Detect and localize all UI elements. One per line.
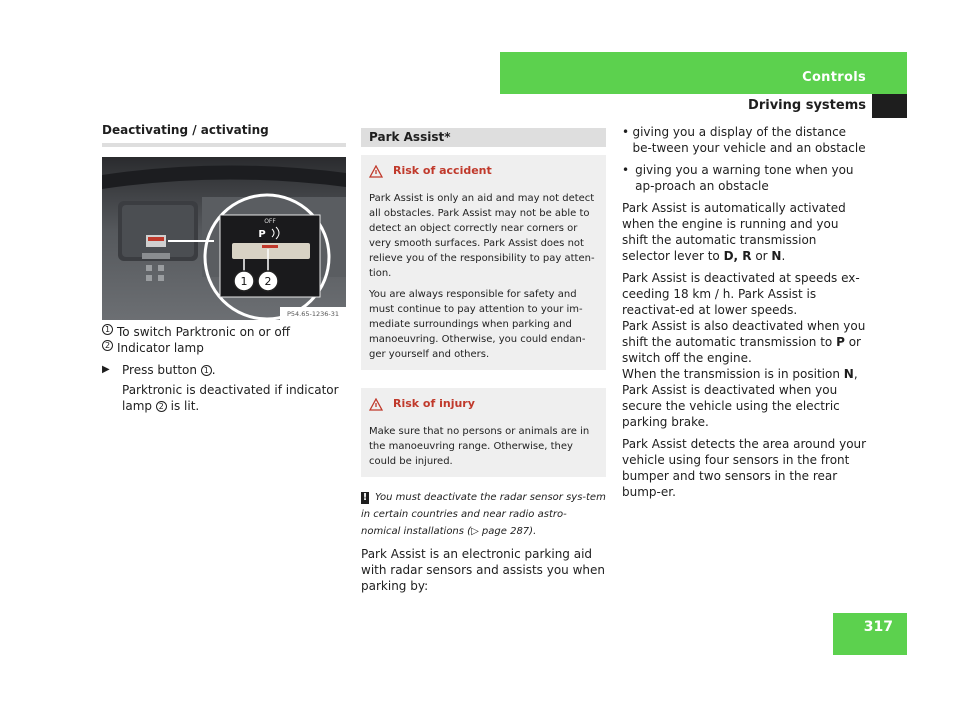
parktronic-button-photo xyxy=(102,157,346,320)
bullet-icon: • xyxy=(622,163,630,177)
note-text: You must deactivate the radar sensor sys-tem in certain countries and near radio astro-nomical installations (▷ page 287). xyxy=(361,492,606,537)
step-text: Press button 1 . xyxy=(122,363,216,377)
legend-number: 2 xyxy=(102,340,113,351)
callout-2: 2 xyxy=(264,275,272,288)
heading-rule xyxy=(102,143,346,147)
legend-text: Indicator lamp xyxy=(117,341,204,355)
subsection-title: Driving systems xyxy=(748,98,866,113)
para-auto-activation: Park Assist is automatically activated when the engine is running and you shift the automatic transmission selector lever to D, R or N. xyxy=(622,201,846,263)
section-marker xyxy=(872,94,907,118)
bullet-item xyxy=(622,162,868,194)
warning-title: Risk of accident xyxy=(393,164,492,177)
warning-text: Make sure that no persons or animals are in the manoeuvring range. Otherwise, they could be injured. xyxy=(369,426,590,467)
legend-text: To switch Parktronic on or off xyxy=(117,325,291,339)
callout-1: 1 xyxy=(240,275,248,288)
legend-number: 1 xyxy=(102,324,113,335)
heading-deactivating: Deactivating / activating xyxy=(102,123,269,137)
warning-text: Park Assist is only an aid and may not detect all obstacles. Park Assist may not be able to detect an object correctly near corners or very smooth surfaces. Park Assist does not relieve you of the responsibility to pay atten-tion. xyxy=(369,193,595,279)
section-title: Controls xyxy=(802,70,866,85)
instruction-step xyxy=(102,362,346,378)
column-deactivating xyxy=(102,122,346,414)
page-number-tab xyxy=(833,613,907,655)
note-radar xyxy=(361,489,606,540)
parking-symbol: P xyxy=(258,229,266,240)
para-position-n: When the transmission is in position N, Park Assist is deactivated when you secure the vehicle using the electric parking brake. xyxy=(622,367,858,429)
warning-injury xyxy=(361,388,606,477)
bullet-text: giving you a display of the distance be-tween your vehicle and an obstacle xyxy=(632,125,866,155)
warning-triangle-icon xyxy=(369,398,383,411)
warning-text: You are always responsible for safety and must continue to pay attention to your im-mediate surroundings when parking and manoeuvring. Otherwise, you could endan-ger yourself and others. xyxy=(369,289,586,360)
legend xyxy=(102,324,346,356)
warning-accident xyxy=(361,155,606,370)
warning-triangle-icon xyxy=(369,165,383,178)
column-park-assist-cont xyxy=(622,124,868,500)
page-number: 317 xyxy=(863,619,893,635)
column-park-assist xyxy=(361,128,606,594)
park-assist-title: Park Assist* xyxy=(361,128,606,147)
step-result: Parktronic is deactivated if indicator lamp 2 is lit. xyxy=(122,383,339,413)
para-sensors: Park Assist detects the area around your vehicle using four sensors in the front bumper and two sensors in the rear bump-er. xyxy=(622,437,867,499)
warning-title: Risk of injury xyxy=(393,397,475,410)
bullet-item xyxy=(622,124,868,156)
park-assist-intro: Park Assist is an electronic parking aid with radar sensors and assists you when parking by: xyxy=(361,547,605,593)
note-icon: ! xyxy=(362,492,368,503)
para-deactivation: Park Assist is also deactivated when you shift the automatic transmission to P or switch off the engine. xyxy=(622,319,866,365)
photo-ref-code: P54.65-1236-31 xyxy=(286,310,340,318)
para-speed: Park Assist is deactivated at speeds ex-ceeding 18 km / h. Park Assist is reactivat-ed at lower speeds. xyxy=(622,271,860,317)
step-arrow-icon: ▶ xyxy=(102,364,110,375)
legend-item xyxy=(102,324,346,340)
legend-item xyxy=(102,340,346,356)
dashboard-illustration xyxy=(102,157,346,320)
bullet-text: giving you a warning tone when you ap-proach an obstacle xyxy=(635,163,854,193)
bullet-icon: • xyxy=(622,125,630,139)
off-label: OFF xyxy=(264,218,276,225)
